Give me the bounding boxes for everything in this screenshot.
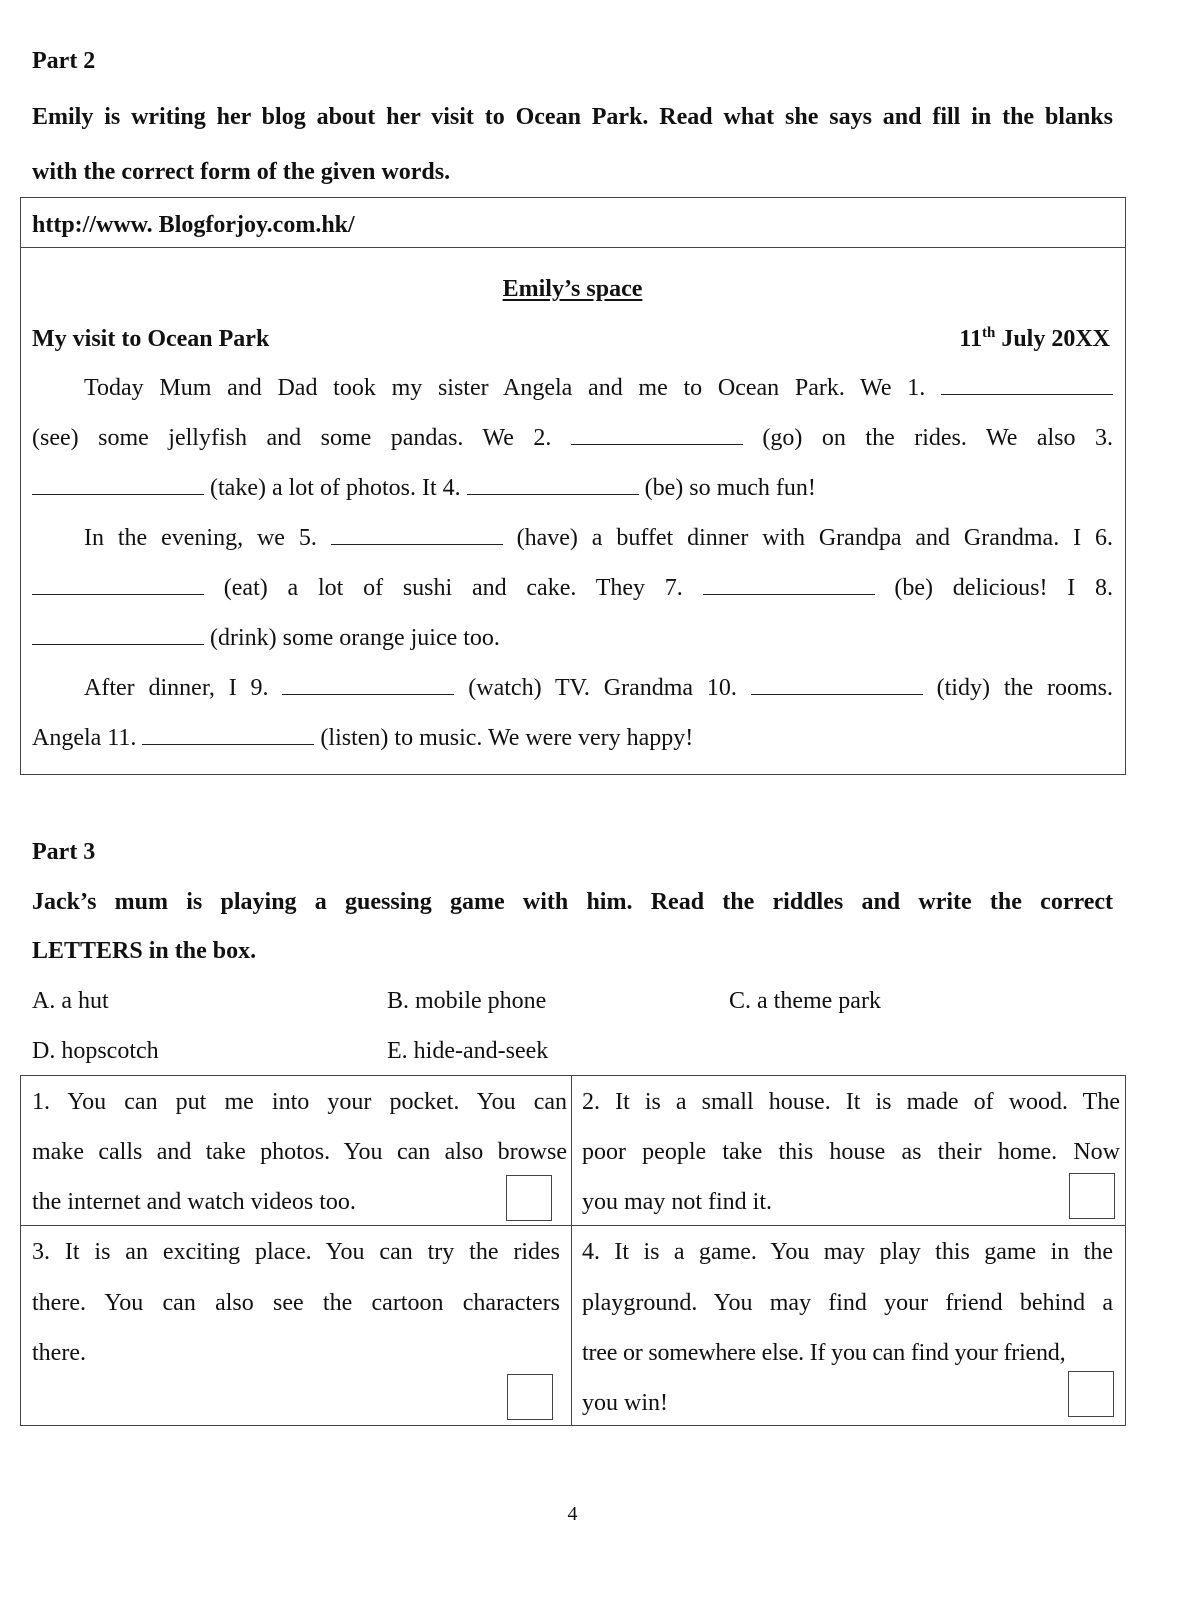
- post-date-day: 11: [959, 326, 982, 352]
- riddle-2-line: you may not find it.: [582, 1189, 772, 1215]
- post-date: [959, 325, 1110, 353]
- blank-3[interactable]: [32, 474, 204, 495]
- riddle-1-line: 1. You can put me into your pocket. You can: [32, 1089, 567, 1115]
- blog-text: (be) delicious! I 8.: [894, 575, 1113, 601]
- answer-box-3[interactable]: [507, 1374, 553, 1420]
- blank-1[interactable]: [941, 374, 1113, 395]
- blog-line-4: [84, 524, 1113, 552]
- riddle-4-line: tree or somewhere else. If you can find your friend,: [582, 1340, 1066, 1366]
- blog-text: (take) a lot of photos. It 4.: [210, 475, 461, 501]
- riddle-table-row-divider: [20, 1225, 1126, 1226]
- blog-text: (have) a buffet dinner with Grandpa and Grandma. I 6.: [516, 525, 1113, 551]
- option-a: A. a hut: [32, 988, 109, 1014]
- option-b: B. mobile phone: [387, 988, 547, 1014]
- page-number: 4: [567, 1503, 578, 1525]
- riddle-2-line: 2. It is a small house. It is made of wood. The: [582, 1089, 1120, 1115]
- option-c: C. a theme park: [729, 988, 881, 1014]
- riddle-1-line: make calls and take photos. You can also browse: [32, 1139, 567, 1165]
- part3-instruction-line1: Jack’s mum is playing a guessing game with him. Read the riddles and write the correct: [32, 889, 1113, 915]
- riddle-4-line: you win!: [582, 1390, 668, 1416]
- part2-instruction-line1: Emily is writing her blog about her visit to Ocean Park. Read what she says and fill in the blanks: [32, 104, 1113, 130]
- blog-text: (be) so much fun!: [644, 475, 816, 501]
- post-date-rest: July 20XX: [995, 326, 1110, 352]
- blog-text: Angela 11.: [32, 725, 137, 751]
- option-e: E. hide-and-seek: [387, 1038, 549, 1064]
- blog-title-text: Emily’s space: [502, 276, 643, 302]
- answer-box-4[interactable]: [1068, 1371, 1114, 1417]
- answer-box-2[interactable]: [1069, 1173, 1115, 1219]
- blog-text: (eat) a lot of sushi and cake. They 7.: [223, 575, 683, 601]
- blog-text: After dinner, I 9.: [84, 675, 269, 701]
- blank-10[interactable]: [751, 674, 923, 695]
- option-d: D. hopscotch: [32, 1038, 159, 1064]
- part3-heading: Part 3: [32, 839, 96, 865]
- blog-text: (watch) TV. Grandma 10.: [468, 675, 737, 701]
- riddle-2-line: poor people take this house as their home. Now: [582, 1139, 1120, 1165]
- blog-text: Today Mum and Dad took my sister Angela and me to Ocean Park. We 1.: [84, 375, 926, 401]
- riddle-4-line: 4. It is a game. You may play this game in the: [582, 1239, 1113, 1265]
- blog-line-7: [84, 674, 1113, 702]
- post-date-suffix: th: [981, 325, 996, 341]
- blog-title: [0, 275, 1145, 303]
- riddle-3-line: 3. It is an exciting place. You can try the rides: [32, 1239, 560, 1265]
- blog-line-1: [84, 374, 1113, 402]
- riddle-3-line: there. You can also see the cartoon characters: [32, 1290, 560, 1316]
- blog-text: (go) on the rides. We also 3.: [762, 425, 1114, 451]
- blank-8[interactable]: [32, 624, 204, 645]
- riddle-4-line: playground. You may find your friend behind a: [582, 1290, 1113, 1316]
- blog-url[interactable]: http://www. Blogforjoy.com.hk/: [32, 212, 355, 238]
- riddle-table-col-divider: [571, 1075, 572, 1426]
- blank-5[interactable]: [331, 524, 503, 545]
- part2-instruction-line2: with the correct form of the given words.: [32, 159, 451, 185]
- post-title: My visit to Ocean Park: [32, 326, 270, 352]
- blog-line-5: [32, 574, 1113, 602]
- blog-text: In the evening, we 5.: [84, 525, 317, 551]
- blog-line-3: [32, 474, 816, 502]
- blank-6[interactable]: [32, 574, 204, 595]
- blank-11[interactable]: [142, 724, 314, 745]
- blog-line-6: [32, 624, 500, 652]
- part3-instruction-line2: LETTERS in the box.: [32, 938, 257, 964]
- blog-line-2: [32, 424, 1113, 452]
- riddle-3-line: there.: [32, 1340, 86, 1366]
- blog-line-8: [32, 724, 693, 752]
- part2-heading: Part 2: [32, 48, 96, 74]
- answer-box-1[interactable]: [506, 1175, 552, 1221]
- blog-url-divider: [20, 247, 1126, 248]
- blog-text: (drink) some orange juice too.: [210, 625, 500, 651]
- blog-text: (tidy) the rooms.: [936, 675, 1113, 701]
- blank-9[interactable]: [282, 674, 454, 695]
- riddle-1-line: the internet and watch videos too.: [32, 1189, 356, 1215]
- blank-7[interactable]: [703, 574, 875, 595]
- blank-2[interactable]: [571, 424, 743, 445]
- blank-4[interactable]: [467, 474, 639, 495]
- blog-text: (see) some jellyfish and some pandas. We 2.: [32, 425, 552, 451]
- blog-text: (listen) to music. We were very happy!: [320, 725, 694, 751]
